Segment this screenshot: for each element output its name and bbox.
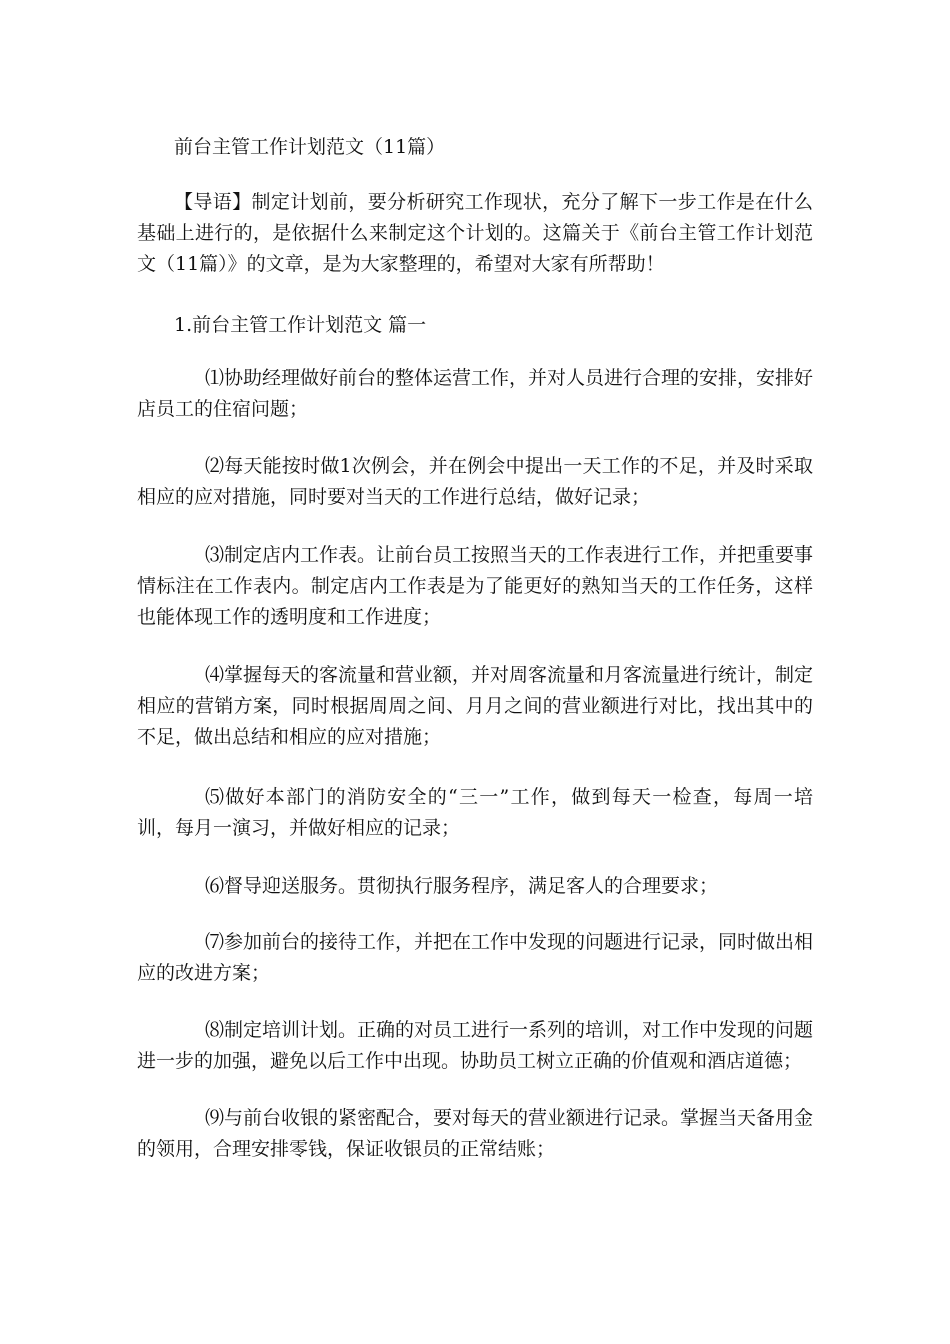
intro-paragraph: 【导语】制定计划前，要分析研究工作现状，充分了解下一步工作是在什么基础上进行的，是依据什么来制定这个计划的。这篇关于《前台主管工作计划范文（11篇）》的文章，是为大家整理的，希望对大家有所帮助！ (137, 191, 813, 275)
plan-item-5: ⑸做好本部门的消防安全的“三一”工作，做到每天一检查，每周一培训，每月一演习，并做好相应的记录； (137, 786, 813, 839)
plan-item-7: ⑺参加前台的接待工作，并把在工作中发现的问题进行记录，同时做出相应的改进方案； (137, 931, 814, 984)
plan-item-9: ⑼与前台收银的紧密配合，要对每天的营业额进行记录。掌握当天备用金的领用，合理安排零钱，保证收银员的正常结账； (137, 1107, 814, 1160)
plan-item-8: ⑻制定培训计划。正确的对员工进行一系列的培训，对工作中发现的问题进一步的加强，避免以后工作中出现。协助员工树立正确的价值观和酒店道德； (137, 1019, 814, 1072)
plan-item-1: ⑴协助经理做好前台的整体运营工作，并对人员进行合理的安排，安排好店员工的住宿问题； (137, 367, 814, 420)
plan-item-6: ⑹督导迎送服务。贯彻执行服务程序，满足客人的合理要求； (205, 875, 719, 897)
plan-item-4: ⑷掌握每天的客流量和营业额，并对周客流量和月客流量进行统计，制定相应的营销方案，同时根据周周之间、月月之间的营业额进行对比，找出其中的不足，做出总结和相应的应对措施； (137, 664, 814, 748)
plan-item-3: ⑶制定店内工作表。让前台员工按照当天的工作表进行工作，并把重要事情标注在工作表内。制定店内工作表是为了能更好的熟知当天的工作任务，这样也能体现工作的透明度和工作进度； (137, 544, 814, 628)
section-heading: 1.前台主管工作计划范文 篇一 (174, 314, 427, 336)
plan-item-2: ⑵每天能按时做1次例会，并在例会中提出一天工作的不足，并及时采取相应的应对措施，同时要对当天的工作进行总结，做好记录； (137, 455, 813, 508)
document-title: 前台主管工作计划范文（11篇） (174, 136, 446, 158)
